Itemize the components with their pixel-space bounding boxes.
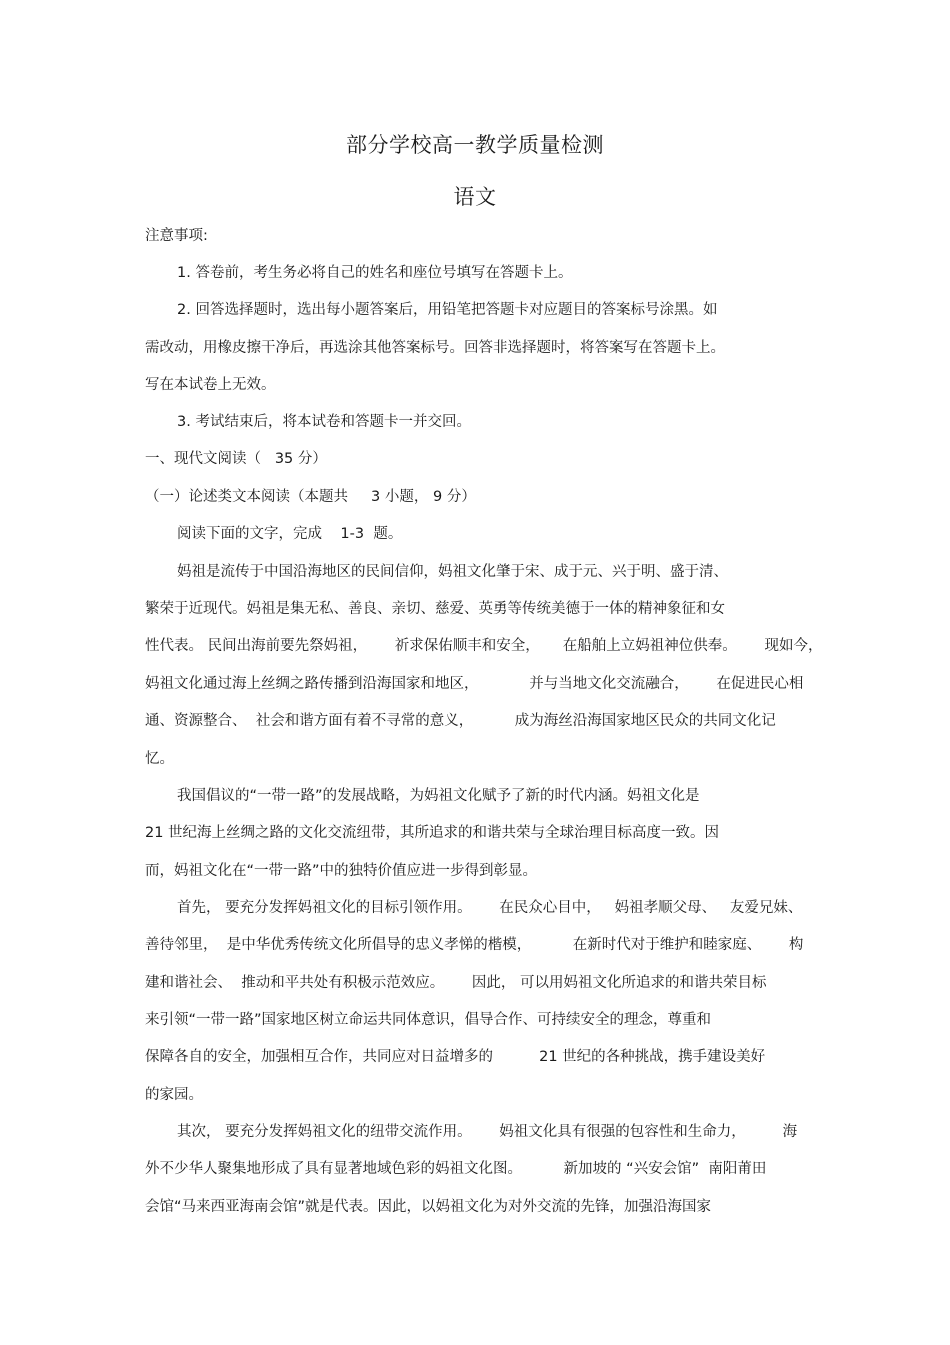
reading-instruction: 阅读下面的文字，完成 1-3 题。 — [177, 526, 403, 542]
passage-line: 妈祖文化通过海上丝绸之路传播到沿海国家和地区， 并与当地文化交流融合， 在促进民心相 — [145, 676, 804, 692]
exam-title: 部分学校高一教学质量检测 — [346, 133, 604, 157]
passage-line: 会馆“马来西亚海南会馆”就是代表。因此，以妈祖文化为对外交流的先锋，加强沿海国家 — [145, 1199, 712, 1215]
passage-line: 妈祖是流传于中国沿海地区的民间信仰，妈祖文化肇于宋、成于元、兴于明、盛于清、 — [177, 564, 728, 580]
notice-line: 需改动，用橡皮擦干净后，再选涂其他答案标号。回答非选择题时，将答案写在答题卡上。 — [145, 340, 725, 356]
exam-subject: 语文 — [453, 185, 497, 209]
passage-line: 建和谐社会、 推动和平共处有积极示范效应。 因此， 可以用妈祖文化所追求的和谐共荣目标 — [145, 975, 767, 991]
passage-line: 其次， 要充分发挥妈祖文化的纽带交流作用。 妈祖文化具有很强的包容性和生命力， 海 — [177, 1124, 798, 1140]
notice-heading: 注意事项: — [145, 228, 208, 244]
passage-line: 我国倡议的“一带一路”的发展战略，为妈祖文化赋予了新的时代内涵。妈祖文化是 — [177, 788, 700, 804]
notice-line: 1. 答卷前，考生务必将自己的姓名和座位号填写在答题卡上。 — [177, 265, 573, 281]
notice-line: 写在本试卷上无效。 — [145, 377, 276, 393]
section-heading: 一、现代文阅读（ 35 分） — [145, 451, 327, 467]
passage-line: 外不少华人聚集地形成了具有显著地域色彩的妈祖文化图。 新加坡的 “兴安会馆” 南阳莆田 — [145, 1161, 767, 1177]
passage-line: 的家园。 — [145, 1087, 203, 1103]
passage-line: 首先， 要充分发挥妈祖文化的目标引领作用。 在民众心目中， 妈祖孝顺父母、 友爱兄妹、 — [177, 900, 803, 916]
passage-line: 来引领“一带一路”国家地区树立命运共同体意识，倡导合作、可持续安全的理念，尊重和 — [145, 1012, 712, 1028]
passage-line: 繁荣于近现代。妈祖是集无私、善良、亲切、慈爱、英勇等传统美德于一体的精神象征和女 — [145, 601, 725, 617]
notice-line: 2. 回答选择题时，选出每小题答案后，用铅笔把答题卡对应题目的答案标号涂黑。如 — [177, 302, 718, 318]
passage-line: 21 世纪海上丝绸之路的文化交流纽带，其所追求的和谐共荣与全球治理目标高度一致。因 — [145, 825, 720, 841]
passage-line: 善待邻里， 是中华优秀传统文化所倡导的忠义孝悌的楷模， 在新时代对于维护和睦家庭、 构 — [145, 937, 804, 953]
passage-line: 而，妈祖文化在“一带一路”中的独特价值应进一步得到彰显。 — [145, 863, 538, 879]
notice-line: 3. 考试结束后，将本试卷和答题卡一并交回。 — [177, 414, 471, 430]
passage-line: 通、资源整合、 社会和谐方面有着不寻常的意义， 成为海丝沿海国家地区民众的共同文化记 — [145, 713, 776, 729]
passage-line: 性代表。 民间出海前要先祭妈祖， 祈求保佑顺丰和安全， 在船舶上立妈祖神位供奉。 现如今， — [145, 638, 823, 654]
passage-line: 忆。 — [145, 751, 174, 767]
passage-line: 保障各自的安全，加强相互合作，共同应对日益增多的 21 世纪的各种挑战，携手建设美好 — [145, 1049, 766, 1065]
subsection-heading: （一）论述类文本阅读（本题共 3 小题， 9 分） — [145, 489, 476, 505]
